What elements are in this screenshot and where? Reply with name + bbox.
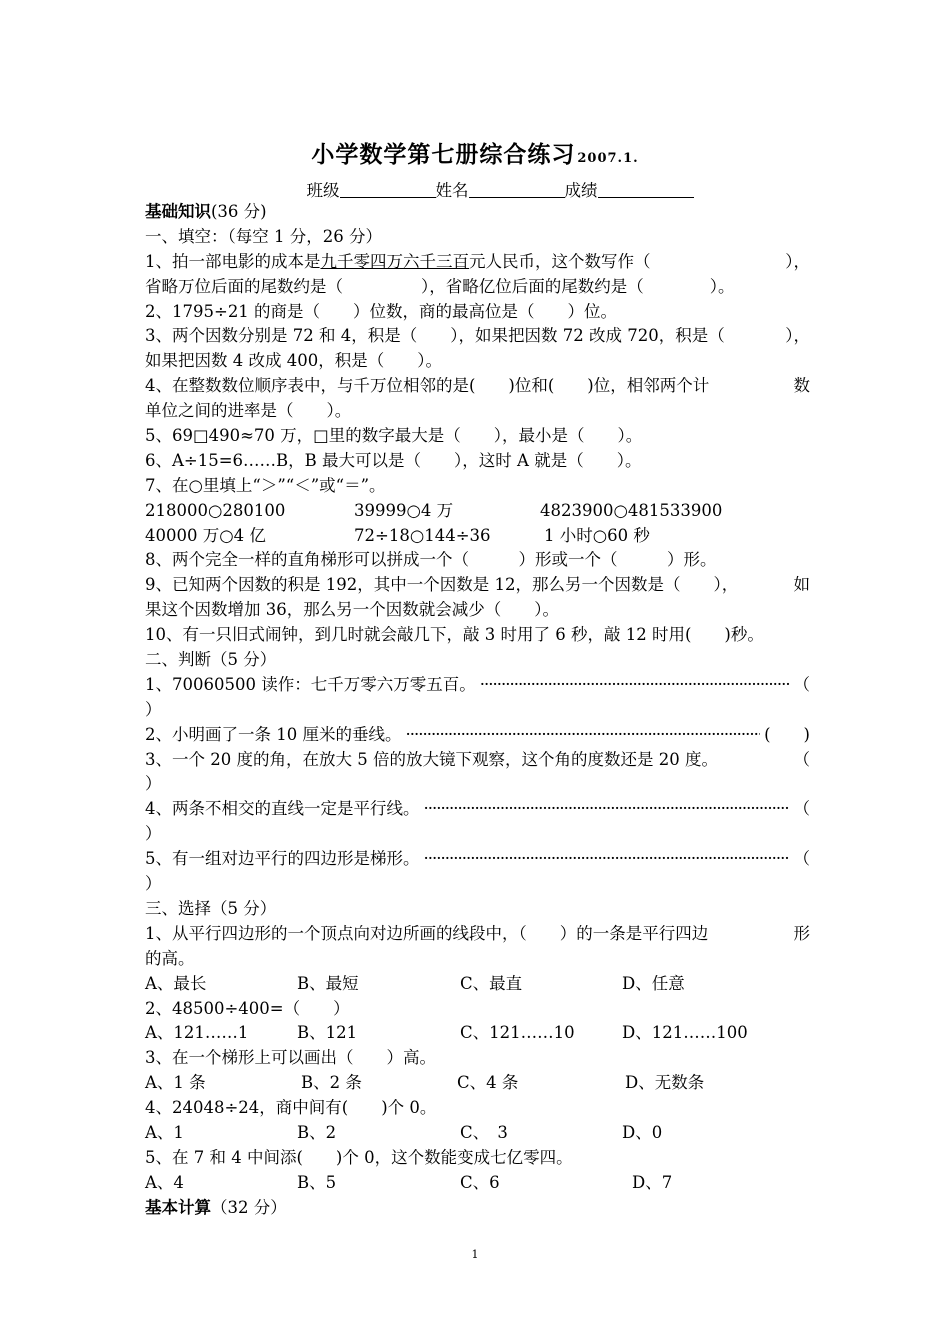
option-d[interactable]: D、7 [632, 1172, 673, 1192]
judge-q4: 4、两条不相交的直线一定是平行线。 ····· （ [145, 797, 810, 822]
option-b[interactable]: B、121 [297, 1023, 358, 1043]
option-c[interactable]: C、 3 [460, 1122, 508, 1142]
option-b[interactable]: B、2 条 [301, 1073, 362, 1093]
fill-q9-line1: 9、已知两个因数的积是 192，其中一个因数是 12，那么另一个因数是（ ）， 如 [145, 575, 810, 595]
section-basic-knowledge: 基础知识(36 分) [145, 202, 267, 221]
choice-q3: 3、在一个梯形上可以画出（ ）高。 [145, 1048, 436, 1068]
option-d[interactable]: D、0 [622, 1122, 663, 1142]
page-number: 1 [471, 1248, 479, 1261]
fill-q7: 7、在○里填上“＞”“＜”或“＝”。 [145, 475, 386, 495]
choice-q5: 5、在 7 和 4 中间添( )个 0，这个数能变成七亿零四。 [145, 1147, 573, 1167]
choice-q1-line2: 的高。 [145, 948, 195, 968]
compare-item: 1 小时○60 秒 [544, 525, 650, 545]
fill-q4-line1: 4、在整数数位顺序表中，与千万位相邻的是( )位和( )位，相邻两个计 数 [145, 376, 810, 396]
fill-q7-row2 [145, 524, 810, 549]
page-title [0, 136, 950, 169]
choice-q3-options [145, 1071, 810, 1096]
option-d[interactable]: D、任意 [622, 973, 685, 993]
choice-q2: 2、48500÷400=（ ） [145, 998, 350, 1018]
choice-q1-options [145, 972, 810, 997]
fill-q7-row1 [145, 499, 810, 524]
answer-paren-open[interactable]: （ [793, 849, 810, 869]
class-blank[interactable] [340, 181, 436, 198]
compare-item: 218000○280100 [145, 500, 286, 520]
underlined-amount: 九千零四万六千三百 [320, 251, 469, 271]
score-label: 成绩 [564, 181, 598, 200]
judge-q3: 3、一个 20 度的角，在放大 5 倍的放大镜下观察，这个角的度数还是 20 度。 （ [145, 748, 810, 773]
fill-q9-line2: 果这个因数增加 36，那么另一个因数就会减少（ ）。 [145, 600, 559, 620]
fill-q3-line2: 如果把因数 4 改成 400，积是（ ）。 [145, 351, 442, 371]
compare-item: 39999○4 万 [354, 500, 454, 520]
title-text: 小学数学第七册综合练习 [311, 141, 576, 168]
option-b[interactable]: B、最短 [297, 973, 359, 993]
option-c[interactable]: C、6 [460, 1172, 500, 1192]
answer-paren-open[interactable]: （ [793, 799, 810, 819]
choice-q5-options [145, 1171, 810, 1196]
option-a[interactable]: A、1 [145, 1122, 184, 1142]
answer-paren-close: ） [145, 699, 162, 719]
fill-q8: 8、两个完全一样的直角梯形可以拼成一个（ ）形或一个（ ）形。 [145, 550, 717, 570]
exercise-content [145, 200, 810, 1221]
answer-paren-close: ） [145, 774, 162, 794]
judge-heading: 二、判断（5 分） [145, 650, 277, 670]
answer-paren-open[interactable]: （ [793, 674, 810, 694]
choice-q1-line1: 1、从平行四边形的一个顶点向对边所画的线段中，（ ）的一条是平行四边 形 [145, 923, 810, 943]
leader-dots [405, 723, 760, 748]
name-label: 姓名 [435, 181, 469, 200]
fill-heading: 一、填空：（每空 1 分，26 分） [145, 226, 382, 246]
fill-q1-line2: 省略万位后面的尾数约是（ ），省略亿位后面的尾数约是（ ）。 [145, 276, 735, 296]
fill-q1-line1: 1、拍一部电影的成本是九千零四万六千三百元人民币，这个数写作（ ）， [145, 251, 810, 271]
option-b[interactable]: B、2 [297, 1122, 337, 1142]
title-date: 2007.1. [577, 151, 639, 166]
score-blank[interactable] [598, 181, 694, 198]
option-b[interactable]: B、5 [297, 1172, 337, 1192]
student-info-line [0, 177, 950, 201]
fill-q4-line2: 单位之间的进率是（ ）。 [145, 401, 352, 421]
fill-q6: 6、A÷15=6……B，B 最大可以是（ ），这时 A 就是（ ）。 [145, 450, 642, 470]
judge-q1: 1、70060500 读作：七千万零六万零五百。 ····· （ [145, 673, 810, 698]
choice-q4: 4、24048÷24，商中间有( )个 0。 [145, 1098, 437, 1118]
choice-q4-options [145, 1121, 810, 1146]
option-a[interactable]: A、121……1 [145, 1023, 249, 1043]
option-d[interactable]: D、121……100 [622, 1023, 748, 1043]
compare-item: 72÷18○144÷36 [354, 525, 491, 545]
section-basic-calculation: 基本计算（32 分） [145, 1197, 287, 1217]
option-c[interactable]: C、121……10 [460, 1023, 575, 1043]
choice-q2-options [145, 1021, 810, 1046]
choice-heading: 三、选择（5 分） [145, 898, 277, 918]
fill-q3-line1: 3、两个因数分别是 72 和 4，积是（ ），如果把因数 72 改成 720，积是（ ）， [145, 326, 810, 346]
leader-dots [424, 797, 790, 822]
option-a[interactable]: A、1 条 [145, 1073, 206, 1093]
compare-item: 4823900○481533900 [540, 500, 723, 520]
name-blank[interactable] [469, 181, 565, 198]
fill-q5: 5、69□490≈70 万，□里的数字最大是（ ），最小是（ ）。 [145, 426, 643, 446]
leader-dots [480, 673, 790, 698]
fill-q10: 10、有一只旧式闹钟，到几时就会敲几下，敲 3 时用了 6 秒，敲 12 时用( )秒。 [145, 625, 764, 645]
option-c[interactable]: C、4 条 [457, 1073, 519, 1093]
option-a[interactable]: A、4 [145, 1172, 184, 1192]
judge-q5: 5、有一组对边平行的四边形是梯形。 ····· （ [145, 847, 810, 872]
compare-item: 40000 万○4 亿 [145, 525, 266, 545]
judge-q2: 2、小明画了一条 10 厘米的垂线。 ····· ( ) [145, 723, 810, 748]
option-a[interactable]: A、最长 [145, 973, 207, 993]
option-d[interactable]: D、无数条 [625, 1073, 705, 1093]
answer-paren-open[interactable]: （ [793, 749, 810, 769]
answer-paren[interactable]: ( ) [764, 724, 810, 744]
option-c[interactable]: C、最直 [460, 973, 523, 993]
answer-paren-close: ） [145, 824, 162, 844]
fill-q2: 2、1795÷21 的商是（ ）位数，商的最高位是（ ）位。 [145, 301, 618, 321]
answer-paren-close: ） [145, 874, 162, 894]
leader-dots [424, 847, 790, 872]
class-label: 班级 [306, 181, 340, 200]
